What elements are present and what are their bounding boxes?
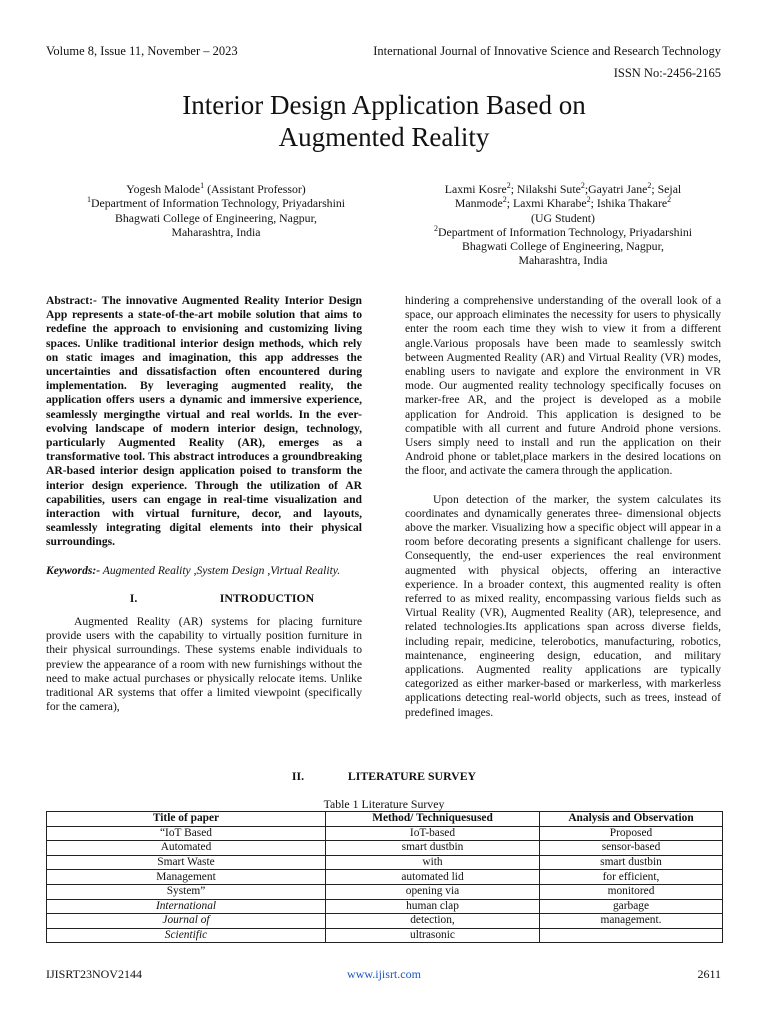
author-block-1 [46, 182, 386, 239]
intro-paragraph-1: Augmented Reality (AR) systems for placing furniture provide users with the capability to virtually position furniture in their physical surroundings. These systems enable individuals to preview the appearance of a room with new furnishings without the need to make actual purchases or physically relocate items. Unlike traditional AR systems that offer a limited viewpoint (specifically for the camera), [46, 615, 362, 714]
keywords: Keywords:- Augmented Reality ,System Design ,Virtual Reality. [46, 563, 341, 577]
table-cell: for efficient, [540, 870, 723, 885]
section-1-heading: I. INTRODUCTION [129, 590, 315, 605]
table-row [47, 855, 723, 870]
header-volume: Volume 8, Issue 11, November – 2023 [46, 44, 238, 58]
author-2-affiliation-2: Bhagwati College of Engineering, Nagpur, [462, 239, 664, 254]
table-cell: ultrasonic [326, 928, 540, 943]
table-cell: Journal of [47, 914, 326, 929]
table-cell: Scientific [47, 928, 326, 943]
table-cell: Management [47, 870, 326, 885]
footer-article-id: IJISRT23NOV2144 [46, 967, 142, 981]
table-cell: IoT-based [326, 826, 540, 841]
table-cell: management. [540, 914, 723, 929]
column-header: Method/ Techniquesused [326, 812, 540, 827]
literature-survey-table [46, 811, 723, 943]
table-cell: Proposed [540, 826, 723, 841]
author-1-affiliation: $^1$Department of Information Technology, Priyadarshini [86, 195, 346, 211]
table-caption: Table 1 Literature Survey [323, 797, 445, 811]
section-2-heading: II. LITERATURE SURVEY [291, 769, 477, 783]
table-cell: automated lid [326, 870, 540, 885]
author-2-affiliation: $^2$Department of Information Technology, Priyadarshini [433, 223, 693, 239]
table-row [47, 841, 723, 856]
abstract: Abstract:- The innovative Augmented Reality Interior Design App represents a state-of-the-art mobile solution that aims to redefine the approach to envisioning and customizing living spaces. Unlike traditional interior design methods, which rely on static images and imagination, this app addresses the uncertainties and dissatisfaction often encountered during implementation. By leveraging augmented reality, the application offers users a dynamic and immersive experience, seamlessly mergingthe virtual and real worlds. In the ever-evolving landscape of modern interior design, technology, particularly Augmented Reality (AR), emerges as a transformative tool. This abstract introduces a groundbreaking AR-based interior design application poised to transform the interior design experience. Through the utilization of AR capabilities, users can engage in real-time visualization and interaction with virtual furniture, decor, and layouts, seamlessly integrating digital elements into their physical surroundings. [46, 294, 362, 549]
intro-paragraph-3: Upon detection of the marker, the system calculates its coordinates and dynamically generates three- dimensional objects above the marker. Visualizing how a specific object will appear in a room before decorating presents a significant challenge for users. Consequently, the end-user experiences the real environment augmented with physical objects, offering an interactive experience. In a broader context, this augmented reality is often referred to as mixed reality, encompassing various fields such as Virtual Reality (VR), Augmented Reality (AR), telepresence, and related technologies.Its applications span across diverse fields, including repair, medicine, telerobotics, manufacturing, robotics, maintenance, engineering design, education, and military applications. Augmented reality applications are typically categorized as either marker-based or markerless, with markerless applications detecting real-world objects, such as trees, instead of predefined images. [405, 492, 721, 719]
author-2-role: (UG Student) [531, 210, 595, 225]
footer-website-link[interactable]: www.ijisrt.com [347, 967, 421, 981]
table-cell: human clap [326, 899, 540, 914]
author-1-affiliation-3: Maharashtra, India [171, 224, 261, 239]
column-header: Analysis and Observation [540, 812, 723, 827]
author-1-affiliation-2: Bhagwati College of Engineering, Nagpur, [115, 210, 317, 225]
table-cell: Automated [47, 841, 326, 856]
intro-paragraph-2: hindering a comprehensive understanding of the overall look of a space, our approach eliminates the necessity for users to physically enter the room each time they wish to view it from a different angle.Various proposals have been made to seamlessly switch between Augmented Reality (AR) and Virtual Reality (VR) modes, enabling users to navigate and explore the environment in VR mode. Our augmented reality technology specifically focuses on marker-free AR, and the project is developed as a mobile application for Android. This application is designed to be compatible with all current and future Android phone versions. Users simply need to install and run the application on their Android phone or tablet,place markers in the desired locations on the floor, and activate the camera through the application. [405, 294, 721, 478]
table-cell: detection, [326, 914, 540, 929]
table-cell: sensor-based [540, 841, 723, 856]
table-cell: “IoT Based [47, 826, 326, 841]
table-cell: System” [47, 884, 326, 899]
table-cell: International [47, 899, 326, 914]
table-row [47, 899, 723, 914]
table-cell: opening via [326, 884, 540, 899]
table-row [47, 870, 723, 885]
table-cell: garbage [540, 899, 723, 914]
table-cell: smart dustbin [326, 841, 540, 856]
paper-title [0, 89, 768, 153]
table-row [47, 914, 723, 929]
header-issn: ISSN No:-2456-2165 [613, 66, 721, 80]
table-cell [540, 928, 723, 943]
right-column [405, 294, 721, 720]
table-row [47, 884, 723, 899]
table-cell: with [326, 855, 540, 870]
column-header: Title of paper [47, 812, 326, 827]
table-cell: smart dustbin [540, 855, 723, 870]
author-block-2 [403, 182, 723, 268]
title-line-1: Interior Design Application Based on [182, 90, 586, 120]
table-cell: Smart Waste [47, 855, 326, 870]
author-2-affiliation-3: Maharashtra, India [518, 253, 608, 268]
table-cell: monitored [540, 884, 723, 899]
table-row [47, 826, 723, 841]
author-2-names-line-2: Manmode$^2$; Laxmi Kharabe$^2$; Ishika Thakare$^2$ [454, 195, 672, 211]
author-1-name-line: Yogesh Malode$^1$ (Assistant Professor) [126, 181, 306, 196]
author-2-names-line-1: Laxmi Kosre$^2$; Nilakshi Sute$^2$;Gayatri Jane$^2$; Sejal [444, 181, 682, 196]
header-journal: International Journal of Innovative Science and Research Technology [373, 44, 721, 58]
title-line-2: Augmented Reality [278, 122, 490, 152]
left-column [46, 294, 362, 714]
table-row [47, 928, 723, 943]
table-header-row [47, 812, 723, 827]
footer-page-number: 2611 [697, 967, 721, 981]
